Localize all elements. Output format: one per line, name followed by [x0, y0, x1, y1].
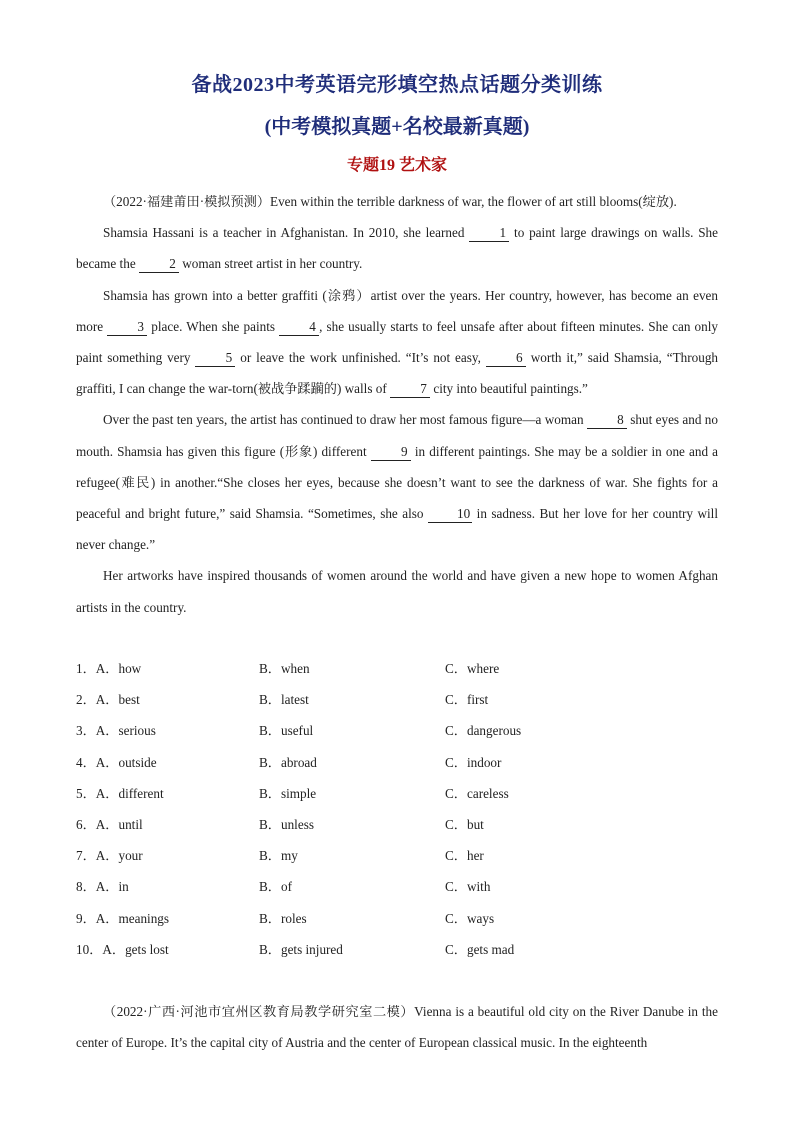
question-row	[76, 934, 718, 965]
option-b: B．roles	[259, 910, 307, 926]
question-row	[76, 903, 718, 934]
paragraph-2: Shamsia Hassani is a teacher in Afghanistan. In 2010, she learned 1 to paint large drawings on walls. She became the 2 woman street artist in her country.	[76, 225, 718, 272]
option-a: 4．A．outside	[76, 754, 157, 770]
option-b: B．when	[259, 661, 310, 676]
option-b: B．abroad	[259, 754, 317, 770]
subtitle: (中考模拟真题+名校最新真题)	[264, 116, 530, 138]
question-row	[76, 747, 718, 778]
blank-1: 1	[469, 225, 509, 242]
topic-heading: 专题19 艺术家	[346, 157, 447, 174]
option-c: C．with	[445, 879, 491, 895]
paragraph-3: Shamsia has grown into a better graffiti (涂鸦）artist over the years. Her country, however, has become an even more 3 place. When she paints 4 , she usually starts to feel unsafe after about fifteen minutes. She can only paint something very 5 or leave the work unfinished. “It’s not easy, 6 worth it,” said Shamsia, “Through graffiti, I can change the war-torn(被战争蹂躏的) walls of 7 city into beautiful paintings.”	[76, 287, 719, 397]
option-c: C．but	[445, 816, 484, 832]
passage-two	[76, 996, 718, 1058]
blank-8: 8	[587, 412, 627, 429]
option-a: 7．A．your	[76, 848, 143, 864]
question-row	[76, 715, 718, 746]
blank-4: 4	[279, 319, 319, 336]
option-b: B．unless	[259, 816, 314, 832]
passage-one	[76, 186, 718, 623]
option-a: 9．A．meanings	[76, 910, 170, 926]
option-a: 5．A．different	[76, 785, 164, 801]
option-a: 6．A．until	[76, 816, 143, 832]
option-b: B．my	[259, 848, 298, 864]
option-c: C．gets mad	[445, 941, 515, 957]
option-b: B．simple	[259, 785, 317, 801]
option-c: C．first	[445, 692, 489, 708]
option-c: C．careless	[445, 785, 509, 801]
option-b: B．latest	[259, 692, 309, 708]
option-c: C．indoor	[445, 754, 502, 770]
option-c: C．ways	[445, 910, 495, 926]
option-a: 1．A．how	[76, 661, 142, 676]
blank-10: 10	[428, 506, 472, 523]
answer-options	[76, 653, 718, 965]
option-a: 3．A．serious	[76, 723, 156, 739]
question-row	[76, 871, 718, 902]
blank-3: 3	[107, 319, 147, 336]
question-row	[76, 778, 718, 809]
paragraph-5: Her artworks have inspired thousands of women around the world and have given a new hope to women Afghan artists in the country.	[76, 568, 718, 615]
blank-6: 6	[486, 350, 526, 367]
option-b: B．useful	[259, 723, 314, 739]
question-row	[76, 653, 718, 684]
main-title: 备战2023中考英语完形填空热点话题分类训练	[191, 74, 603, 96]
blank-5: 5	[195, 350, 235, 367]
option-a: 8．A．in	[76, 879, 129, 895]
blank-9: 9	[371, 444, 411, 461]
option-c: C．where	[445, 661, 500, 676]
option-c: C．her	[445, 848, 484, 864]
option-b: B．gets injured	[259, 941, 343, 957]
question-row	[76, 840, 718, 871]
blank-7: 7	[390, 381, 430, 398]
paragraph-4: Over the past ten years, the artist has continued to draw her most famous figure—a woman 8 shut eyes and no mouth. Shamsia has given this figure (形象) different 9 in different paintings. She may be a soldier in one and a refugee(难民) in another.“She closes her eyes, because she doesn’t want to see the darkness of war. She fights for a peaceful and bright future,” said Shamsia. “Sometimes, she also 10 in sadness. But her love for her country will never change.”	[76, 412, 718, 553]
question-row	[76, 809, 718, 840]
option-a: 10．A．gets lost	[76, 941, 169, 957]
blank-2: 2	[139, 256, 179, 273]
question-row	[76, 684, 718, 715]
option-c: C．dangerous	[445, 723, 522, 739]
option-a: 2．A．best	[76, 692, 140, 708]
passage-two-intro: （2022·广西·河池市宜州区教育局教学研究室二模）Vienna is a beautiful old city on the River Danube in the center of Europe. It’s the capital city of Austria and the center of European classical music. In the eighteenth	[76, 1004, 718, 1051]
option-b: B．of	[259, 879, 292, 895]
passage-intro: （2022·福建莆田·模拟预测）Even within the terrible darkness of war, the flower of art still blooms(绽放).	[103, 194, 677, 209]
